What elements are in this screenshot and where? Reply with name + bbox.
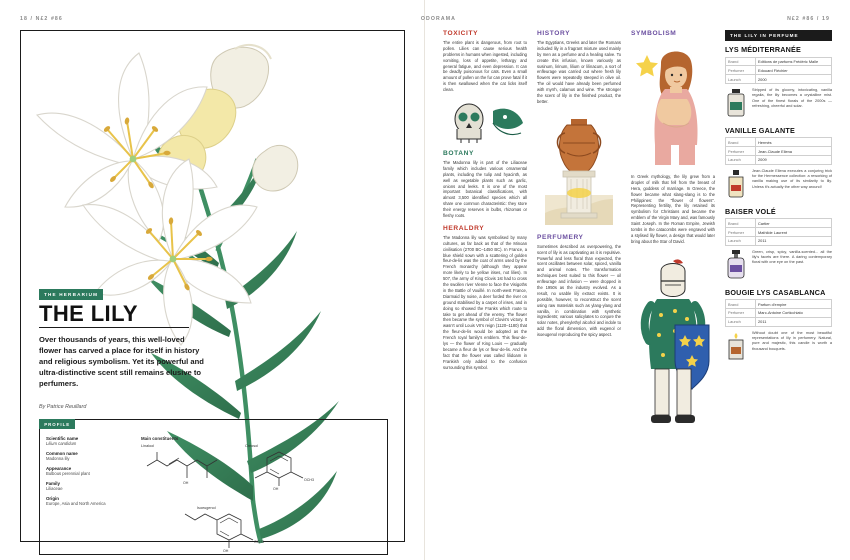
profile-field-value: Europe, Asia and North America xyxy=(46,500,106,506)
atom-label-oh-3: OH xyxy=(223,549,229,553)
section-body-symbolism: In Greek mythology, the lily grew from a droplet of milk that fell from the breast of Hera, goddess of marriage. In Greece, the flower became what slang-slang is to the Philippines: the "flower of flowers". Representing fertility, the lily retained its symbolism for Christians and became the emblem of the Virgin Mary and, was famously Saint Joseph. In the Roman Empire, Jewish tombs in the catacombs were engraved with a stylised lily flower, a design that would later bring about the Star of David. xyxy=(631,174,715,244)
section-heading-symbolism: SYMBOLISM xyxy=(631,30,677,37)
table-row xyxy=(726,219,832,228)
perfume-description: Stripped of its gloomy, intoxicating, vanilla regalia, the lily becomes a crystalline mist. One of the finest florals of the 2000s — refreshing, cheerful and solar. xyxy=(752,87,832,108)
meta-label-launch: Launch xyxy=(726,75,756,84)
constituents-panel xyxy=(141,436,381,556)
column-history-perfumery xyxy=(537,30,621,338)
profile-field xyxy=(46,451,133,461)
meta-value-perfumer: Mathilde Laurent xyxy=(756,228,832,237)
meta-value-launch: 2009 xyxy=(756,156,832,165)
meta-label-brand: Brand xyxy=(726,57,756,66)
profile-field xyxy=(46,496,133,506)
profile-field xyxy=(46,466,133,476)
candle-icon xyxy=(725,331,747,361)
table-row xyxy=(726,147,832,156)
perfume-bottle-icon xyxy=(725,88,747,118)
meta-label-perfumer: Perfumer xyxy=(726,228,756,237)
profile-field xyxy=(46,481,133,491)
illustration-knight xyxy=(631,259,715,437)
meta-value-perfumer: Edouard Fléchier xyxy=(756,66,832,75)
constituents-title: Main constituents xyxy=(141,436,179,441)
profile-fields xyxy=(46,436,133,556)
section-heading-heraldry: HERALDRY xyxy=(443,224,485,232)
illustration-amphora xyxy=(537,109,621,229)
illustration-frame xyxy=(20,30,405,553)
section-heading-history: HISTORY xyxy=(537,30,571,37)
perfume-card xyxy=(725,208,832,280)
perfume-description: Green, crisp, spicy, vanilla-scented... all the lily's facets are there. A daring contemporary floral with one eye on the past. xyxy=(752,249,832,265)
meta-value-perfumer: Marc-Antoine Corticchiato xyxy=(756,309,832,318)
perfume-panel-heading: THE LILY IN PERFUME xyxy=(725,30,832,41)
herbarium-kicker: THE HERBARIUM xyxy=(39,289,103,300)
section-body-toxicity: The entire plant is dangerous, from root to pollen. Lilies can cause serious health problems in humans when ingested, including vomiting, loss of appetite, lethargy and general fatigue, and even depression. It can be deadly poisonous for cats. Even a small amount of pollen on the fur can prove fatal if it is then swallowed when the cat licks itself clean. xyxy=(443,40,528,93)
profile-field xyxy=(46,436,133,446)
perfume-card xyxy=(725,46,832,118)
meta-label-launch: Launch xyxy=(726,156,756,165)
column-toxicity-botany-heraldry xyxy=(443,30,527,370)
section-body-botany: The Madonna lily is part of the Liliaceae family which includes various ornamental plants, including the tulip and hyacinth, as well as vegetable plants such as garlic, onions and leeks. It is one of the most important botanical classifications, with almost 3,500 identified species which all share one common characteristic: they store their energy reserves in bulbs, rhizomas or fleshy roots. xyxy=(443,160,527,219)
table-row xyxy=(726,75,832,84)
perfume-description: Jean-Claude Ellena executes a conjuring trick for the Hermessence collection: a reworking of vanilla making use of its similarity to lily. Unless it's actually the other way around! xyxy=(752,168,832,189)
perfume-name: BAISER VOLÉ xyxy=(725,206,776,216)
profile-field-value: Lilium candidum xyxy=(46,441,77,446)
page-title: THE LILY xyxy=(39,301,138,326)
molecule-label-linalool: Linalool xyxy=(141,444,155,448)
perfume-meta-table xyxy=(725,299,832,326)
atom-label-och3: OCH3 xyxy=(304,478,314,482)
running-head-center: ODORAMA xyxy=(420,16,456,22)
perfume-name: LYS MÉDITERRANÉE xyxy=(725,45,802,54)
table-row xyxy=(726,156,832,165)
profile-field-label: Family xyxy=(46,480,60,486)
table-row xyxy=(726,317,832,326)
molecule-label-creosol: Creosol xyxy=(245,444,259,448)
meta-label-perfumer: Perfumer xyxy=(726,309,756,318)
profile-field-label: Common name xyxy=(46,450,78,456)
atom-label-och3-2: OCH3 xyxy=(254,540,264,544)
perfume-description: Without doubt one of the most beautiful representations of lily in perfumery. Natural, pure and majestic, this candle is worth a thousand bouquets. xyxy=(752,330,832,351)
meta-value-launch: 2000 xyxy=(756,75,832,84)
illustration-toxic-skull xyxy=(443,97,527,145)
perfume-meta-table xyxy=(725,218,832,245)
perfume-meta-table xyxy=(725,137,832,164)
atom-label-oh: OH xyxy=(183,481,189,485)
profile-field-label: Origin xyxy=(46,495,59,501)
perfume-name: VANILLE GALANTE xyxy=(725,125,795,135)
meta-value-perfumer: Jean-Claude Ellena xyxy=(756,147,832,156)
meta-label-perfumer: Perfumer xyxy=(726,147,756,156)
meta-value-brand: Cartier xyxy=(756,219,832,228)
perfume-card xyxy=(725,127,832,199)
perfume-meta-table xyxy=(725,57,832,84)
perfume-panel xyxy=(725,30,832,370)
title-rule xyxy=(39,327,189,328)
meta-label-perfumer: Perfumer xyxy=(726,66,756,75)
lede-paragraph: Over thousands of years, this well-loved flower has carved a place for itself in history and religious symbolism. Yet its powerful and ultra-distinctive scent still remains elusive to perfumers. xyxy=(39,335,204,388)
section-heading-toxicity: TOXICITY xyxy=(443,30,479,37)
table-row xyxy=(726,57,832,66)
molecule-diagrams xyxy=(141,444,381,556)
meta-value-launch: 2011 xyxy=(756,317,832,326)
illustration-goddess xyxy=(631,41,715,169)
section-body-history: The Egyptians, Greeks and later the Romans included lily in a fragrant mixture used mainly by men as a perfume and a healing salve. To create this infusion, known variously as susinum, lirinum, lilium or lilinacum, a sort of enfleurage was carried out where fresh lily flowers were repeatedly steeped in olive oil. The oil would have already been perfumed with myrrh, calamus and wine. The stronger the scent of lily in the finished product, the better. xyxy=(537,40,621,104)
meta-label-brand: Brand xyxy=(726,219,756,228)
meta-label-launch: Launch xyxy=(726,317,756,326)
section-body-heraldry: The Madonna lily was symbolised by many cultures, as far back as that of the Minoan civilisation (2700 BC–1450 BC). In France, a blue shield sown with a scattering of golden fleur-de-lis was the coat of arms used by the French monarchy (although they appear more likely to be yellow irises, not lilies). In 507, the army of King Clovis 1st had to cross the swollen river Vienne to face the Visigoths in the Battle of Vouillé. In north-west France, Diarmaid by noise, a deer forded the river on ground stabilised by a carpet of irises, and in doing so showed the Franks which route to take to get ahead of the enemy. The flower then became the symbol of Clovis's victory. It wasn't until Louis VII's reign (1120–1180) that the fleur-de-lis would be adopted as the French royal family's emblem. This fleur-de-lys — the flower of King Louis — gradually became a fleur de lys or fleur-de-lis. And the fact that the flower was called lilidoam in Frankish only added to the confusion surrounding this symbol. xyxy=(443,234,527,370)
meta-label-brand: Brand xyxy=(726,138,756,147)
column-symbolism xyxy=(631,30,715,442)
atom-label-oh-2: OH xyxy=(273,487,279,491)
right-page xyxy=(425,0,850,560)
table-row xyxy=(726,66,832,75)
perfume-bottle-icon xyxy=(725,250,747,280)
profile-field-value: Liliaceae xyxy=(46,485,63,491)
meta-label-launch: Launch xyxy=(726,236,756,245)
profile-box xyxy=(39,419,388,555)
table-row xyxy=(726,236,832,245)
meta-value-brand: Parfum d'empire xyxy=(756,300,832,309)
table-row xyxy=(726,309,832,318)
running-head-left: 18 / N£2 #86 xyxy=(20,16,63,22)
table-row xyxy=(726,228,832,237)
profile-field-value: Madonna lily xyxy=(46,455,70,461)
section-heading-botany: BOTANY xyxy=(443,150,474,158)
meta-label-brand: Brand xyxy=(726,300,756,309)
section-body-perfumery: Sometimes described as overpowering, the scent of lily is as captivating as it is repulsive. Powerful and less floral than expected, the scent oscillates between solar, spiced, vanilla and animal notes. The transformation techniques best suited to this flower — oil enfleurage and infusion — were dropped in the 1950s as the industry evolved. As a result, no usable lily extract exists. It is possible, however, to reconstruct the scent using raw materials such as ylang-ylang and vanilla, in combination with synthetic ingredients; various salicylates to conjure the solar notes, phenylethyl alcohol and indole to add the floral dimension, with eugenol or isoeugenol reproducing the spicy aspect. xyxy=(537,243,621,338)
perfume-bottle-icon xyxy=(725,169,747,199)
profile-tab-label: PROFILE xyxy=(39,419,75,429)
molecule-label-isoeugenol: Isoeugenol xyxy=(197,506,216,510)
table-row xyxy=(726,138,832,147)
profile-field-label: Appearance xyxy=(46,465,72,471)
perfume-card xyxy=(725,289,832,361)
perfume-name: BOUGIE LYS CASABLANCA xyxy=(725,287,826,297)
running-head-right: N£2 #86 / 19 xyxy=(787,16,830,22)
section-heading-perfumery: PERFUMERY xyxy=(537,233,584,241)
table-row xyxy=(726,300,832,309)
meta-value-brand: Editions de parfums Frédéric Malle xyxy=(756,57,832,66)
molecule-structures-svg xyxy=(141,444,381,556)
profile-field-value: Bulbous perennial plant xyxy=(46,470,90,476)
meta-value-launch: 2011 xyxy=(756,236,832,245)
profile-field-label: Scientific name xyxy=(46,436,79,441)
meta-value-brand: Hermès xyxy=(756,138,832,147)
byline: By Patrice Reuillard xyxy=(39,404,87,410)
